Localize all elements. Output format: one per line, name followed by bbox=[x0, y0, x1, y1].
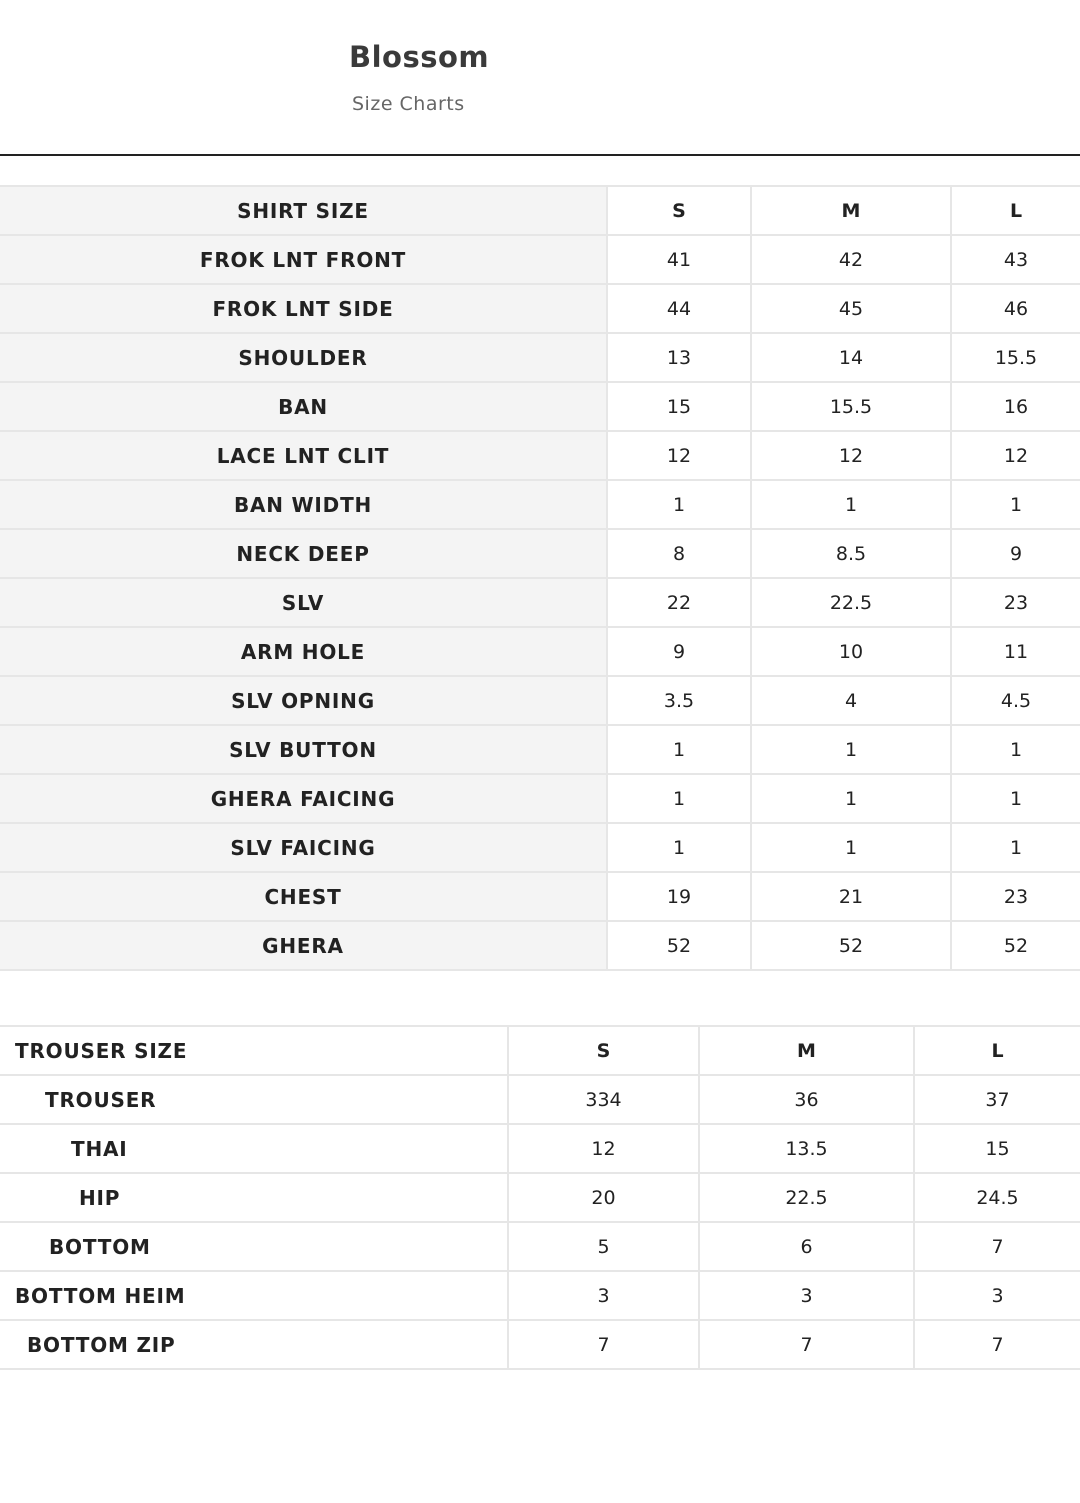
table-cell: 24.5 bbox=[914, 1173, 1080, 1222]
table-row bbox=[0, 333, 1080, 382]
table-cell: 1 bbox=[951, 823, 1080, 872]
table-cell: 3.5 bbox=[607, 676, 751, 725]
row-label: LACE LNT CLIT bbox=[0, 431, 607, 480]
table-cell: 7 bbox=[508, 1320, 699, 1369]
table-cell: 22.5 bbox=[751, 578, 951, 627]
row-label: ARM HOLE bbox=[0, 627, 607, 676]
table-cell: 3 bbox=[508, 1271, 699, 1320]
column-header-size: S bbox=[508, 1026, 699, 1075]
table-cell: 13 bbox=[607, 333, 751, 382]
row-label: GHERA FAICING bbox=[0, 774, 607, 823]
table-row bbox=[0, 382, 1080, 431]
table-cell: 22.5 bbox=[699, 1173, 914, 1222]
table-row bbox=[0, 1320, 1080, 1369]
row-label: SHOULDER bbox=[0, 333, 607, 382]
table-cell: 15.5 bbox=[951, 333, 1080, 382]
table-row bbox=[0, 1075, 1080, 1124]
row-label: BAN bbox=[0, 382, 607, 431]
table-cell: 1 bbox=[607, 774, 751, 823]
row-label: BOTTOM bbox=[0, 1222, 508, 1271]
table-cell: 7 bbox=[914, 1320, 1080, 1369]
column-header-size: M bbox=[751, 186, 951, 235]
table-row bbox=[0, 872, 1080, 921]
table-cell: 42 bbox=[751, 235, 951, 284]
table-row bbox=[0, 284, 1080, 333]
table-row bbox=[0, 823, 1080, 872]
column-header-size: M bbox=[699, 1026, 914, 1075]
table-cell: 1 bbox=[951, 725, 1080, 774]
table-cell: 1 bbox=[751, 725, 951, 774]
table-cell: 12 bbox=[951, 431, 1080, 480]
row-label: BOTTOM HEIM bbox=[0, 1271, 508, 1320]
table-cell: 1 bbox=[607, 823, 751, 872]
row-label: NECK DEEP bbox=[0, 529, 607, 578]
table-cell: 11 bbox=[951, 627, 1080, 676]
table-cell: 4.5 bbox=[951, 676, 1080, 725]
table-cell: 22 bbox=[607, 578, 751, 627]
table-header-row bbox=[0, 186, 1080, 235]
table-cell: 12 bbox=[607, 431, 751, 480]
row-label: FROK LNT SIDE bbox=[0, 284, 607, 333]
table-row bbox=[0, 235, 1080, 284]
table-cell: 20 bbox=[508, 1173, 699, 1222]
table-row bbox=[0, 627, 1080, 676]
row-label: GHERA bbox=[0, 921, 607, 970]
trouser-size-table bbox=[0, 1025, 1080, 1370]
shirt-size-table bbox=[0, 185, 1080, 971]
table-cell: 3 bbox=[914, 1271, 1080, 1320]
table-cell: 46 bbox=[951, 284, 1080, 333]
row-label: SLV FAICING bbox=[0, 823, 607, 872]
row-label: BAN WIDTH bbox=[0, 480, 607, 529]
table-cell: 15 bbox=[914, 1124, 1080, 1173]
table-row bbox=[0, 1222, 1080, 1271]
table-cell: 23 bbox=[951, 578, 1080, 627]
table-cell: 1 bbox=[951, 480, 1080, 529]
row-label: BOTTOM ZIP bbox=[0, 1320, 508, 1369]
table-cell: 6 bbox=[699, 1222, 914, 1271]
table-row bbox=[0, 480, 1080, 529]
table-cell: 1 bbox=[751, 774, 951, 823]
table-cell: 10 bbox=[751, 627, 951, 676]
table-cell: 37 bbox=[914, 1075, 1080, 1124]
row-label: SLV bbox=[0, 578, 607, 627]
row-label: TROUSER bbox=[0, 1075, 508, 1124]
table-cell: 8 bbox=[607, 529, 751, 578]
table-row bbox=[0, 529, 1080, 578]
table-row bbox=[0, 578, 1080, 627]
table-cell: 5 bbox=[508, 1222, 699, 1271]
table-row bbox=[0, 921, 1080, 970]
column-header-size: L bbox=[951, 186, 1080, 235]
table-row bbox=[0, 725, 1080, 774]
table-cell: 12 bbox=[508, 1124, 699, 1173]
table-cell: 4 bbox=[751, 676, 951, 725]
table-row bbox=[0, 431, 1080, 480]
row-label: FROK LNT FRONT bbox=[0, 235, 607, 284]
table-row bbox=[0, 774, 1080, 823]
table-cell: 12 bbox=[751, 431, 951, 480]
table-cell: 23 bbox=[951, 872, 1080, 921]
column-header-label: TROUSER SIZE bbox=[0, 1026, 508, 1075]
table-cell: 1 bbox=[751, 823, 951, 872]
table-cell: 1 bbox=[607, 480, 751, 529]
table-cell: 52 bbox=[607, 921, 751, 970]
table-cell: 1 bbox=[607, 725, 751, 774]
table-cell: 52 bbox=[751, 921, 951, 970]
table-cell: 45 bbox=[751, 284, 951, 333]
page-header bbox=[0, 0, 1080, 155]
table-cell: 1 bbox=[751, 480, 951, 529]
table-cell: 15 bbox=[607, 382, 751, 431]
row-label: HIP bbox=[0, 1173, 508, 1222]
table-header-row bbox=[0, 1026, 1080, 1075]
table-cell: 7 bbox=[699, 1320, 914, 1369]
table-row bbox=[0, 1173, 1080, 1222]
table-cell: 16 bbox=[951, 382, 1080, 431]
table-cell: 15.5 bbox=[751, 382, 951, 431]
row-label: SLV BUTTON bbox=[0, 725, 607, 774]
table-cell: 13.5 bbox=[699, 1124, 914, 1173]
row-label: THAI bbox=[0, 1124, 508, 1173]
column-header-size: L bbox=[914, 1026, 1080, 1075]
table-cell: 36 bbox=[699, 1075, 914, 1124]
table-cell: 9 bbox=[951, 529, 1080, 578]
row-label: CHEST bbox=[0, 872, 607, 921]
table-cell: 14 bbox=[751, 333, 951, 382]
table-cell: 43 bbox=[951, 235, 1080, 284]
table-cell: 8.5 bbox=[751, 529, 951, 578]
table-cell: 9 bbox=[607, 627, 751, 676]
table-cell: 44 bbox=[607, 284, 751, 333]
table-row bbox=[0, 1124, 1080, 1173]
table-row bbox=[0, 676, 1080, 725]
table-cell: 41 bbox=[607, 235, 751, 284]
column-header-size: S bbox=[607, 186, 751, 235]
header-divider bbox=[0, 154, 1080, 156]
page-title: Blossom bbox=[349, 40, 490, 74]
page-subtitle: Size Charts bbox=[352, 93, 465, 115]
table-cell: 19 bbox=[607, 872, 751, 921]
table-cell: 334 bbox=[508, 1075, 699, 1124]
table-row bbox=[0, 1271, 1080, 1320]
table-cell: 1 bbox=[951, 774, 1080, 823]
column-header-label: SHIRT SIZE bbox=[0, 186, 607, 235]
table-cell: 21 bbox=[751, 872, 951, 921]
table-cell: 3 bbox=[699, 1271, 914, 1320]
row-label: SLV OPNING bbox=[0, 676, 607, 725]
table-cell: 52 bbox=[951, 921, 1080, 970]
table-cell: 7 bbox=[914, 1222, 1080, 1271]
